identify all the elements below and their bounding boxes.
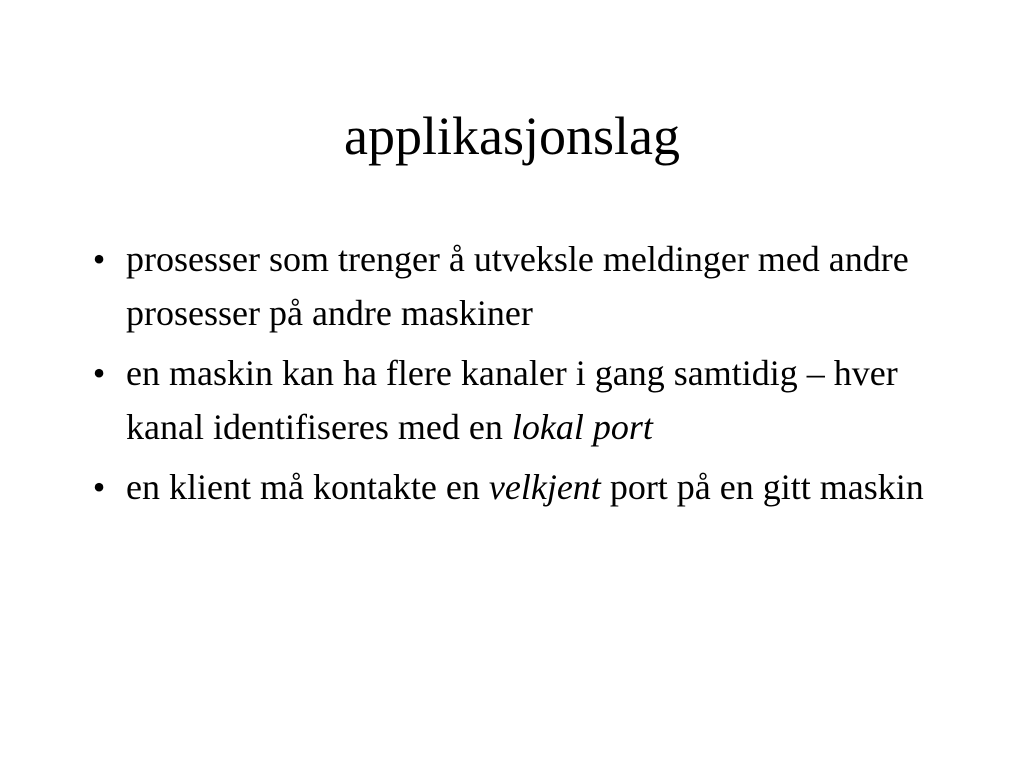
bullet-emphasis-known: velkjent — [488, 467, 601, 507]
bullet-icon: • — [92, 467, 106, 507]
bullet-emphasis-local-port: lokal port — [511, 407, 653, 447]
bullet-text: en maskin kan ha flere kanaler i gang samtidig – hver kanal identifiseres med en — [126, 353, 898, 447]
bullet-list — [84, 232, 964, 520]
bullet-item-processes — [84, 232, 964, 340]
bullet-icon: • — [92, 239, 106, 279]
bullet-item-known-port — [84, 460, 964, 514]
bullet-text: prosesser som trenger å utveksle meldinger med andre prosesser på andre maskiner — [126, 239, 909, 333]
bullet-text-before: en klient må kontakte en — [126, 467, 489, 507]
bullet-item-local-port — [84, 346, 964, 454]
bullet-icon: • — [92, 353, 106, 393]
slide-title: applikasjonslag — [344, 106, 680, 166]
bullet-text-after: port på en gitt maskin — [600, 467, 924, 507]
